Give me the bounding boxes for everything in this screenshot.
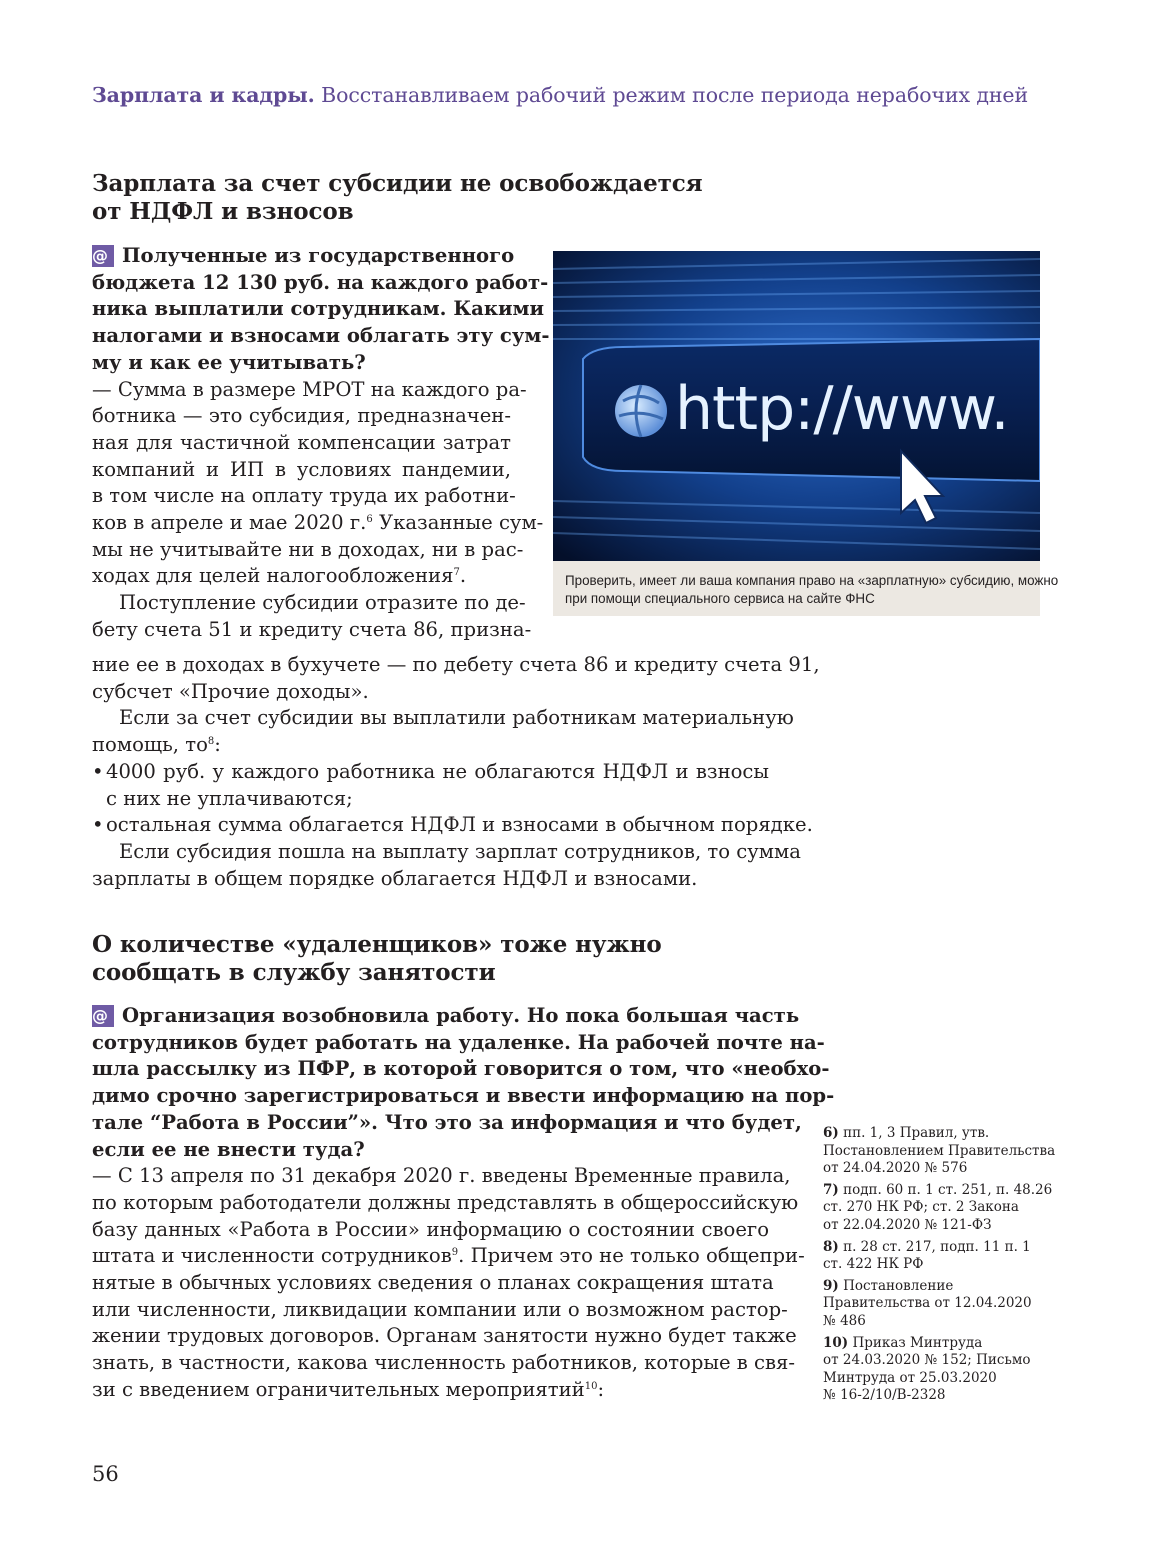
answer-line: ботника — это субсидия, предназначен- bbox=[92, 404, 511, 428]
answer-line bbox=[92, 510, 544, 537]
footnote-ref: 6 bbox=[366, 514, 373, 526]
question-line: ника выплатили сотрудникам. Какими bbox=[92, 297, 545, 321]
footnote-number: 7) bbox=[823, 1181, 839, 1198]
para-line: Если за счет субсидии вы выплатили работникам материальную bbox=[119, 706, 794, 730]
photo-svg bbox=[553, 251, 1040, 561]
para-line: зарплаты в общем порядке облагается НДФЛ и взносами. bbox=[92, 866, 698, 890]
para3-first-line bbox=[92, 705, 794, 732]
answer-line bbox=[92, 1243, 805, 1270]
footnote-text: Правительства от 12.04.2020 bbox=[823, 1295, 1032, 1312]
article1-narrow-column bbox=[92, 243, 550, 644]
answer-line: мы не учитывайте ни в доходах, ни в рас- bbox=[92, 537, 524, 561]
para-line: субсчет «Прочие доходы». bbox=[92, 679, 369, 703]
at-icon: @ bbox=[92, 1005, 114, 1027]
article1-wide-column bbox=[92, 652, 820, 892]
globe-icon bbox=[615, 385, 667, 437]
answer-text: . bbox=[459, 564, 467, 588]
article2-heading-line: О количестве «удаленщиков» тоже нужно bbox=[92, 931, 662, 958]
answer-line: жении трудовых договоров. Органам занятости нужно будет также bbox=[92, 1324, 797, 1348]
answer-line: базу данных «Работа в России» информацию о состоянии своего bbox=[92, 1217, 769, 1241]
footnote-number: 8) bbox=[823, 1238, 839, 1255]
photo-url-text: http://www. bbox=[675, 374, 1009, 444]
footnote bbox=[823, 1125, 1056, 1178]
question-line: сотрудников будет работать на удаленке. На рабочей почте на- bbox=[92, 1030, 825, 1054]
answer-text: : bbox=[597, 1377, 605, 1401]
footnote-text: от 22.04.2020 № 121-ФЗ bbox=[823, 1216, 992, 1233]
bullet-dot: • bbox=[92, 813, 104, 837]
para4-first-line bbox=[92, 839, 801, 866]
article2-answer bbox=[92, 1163, 805, 1403]
para-line bbox=[92, 732, 769, 759]
article2-question bbox=[92, 1003, 835, 1163]
question-line: шла рассылку из ПФР, в которой говорится о том, что «необхо- bbox=[92, 1057, 830, 1081]
question-line: тале “Работа в России”». Что это за информация и что будет, bbox=[92, 1110, 802, 1134]
footnote bbox=[823, 1335, 1043, 1405]
running-head bbox=[92, 83, 1028, 107]
answer-line: знать, в частности, какова численность работников, которые в свя- bbox=[92, 1351, 796, 1375]
article1-para2-narrow bbox=[92, 590, 526, 617]
answer-text: . Причем это не только общепри- bbox=[458, 1244, 805, 1268]
question-line bbox=[92, 243, 515, 270]
answer-line bbox=[92, 1377, 769, 1404]
footnote-text: подп. 60 п. 1 ст. 251, п. 48.26 bbox=[838, 1181, 1053, 1198]
question-line: димо срочно зарегистрироваться и ввести информацию на пор- bbox=[92, 1084, 835, 1108]
at-icon: @ bbox=[92, 245, 114, 267]
answer-text: ходах для целей налогообложения bbox=[92, 564, 454, 588]
footnote-ref: 9 bbox=[451, 1247, 459, 1259]
para-line: ние ее в доходах в бухучете — по дебету счета 86 и кредиту счета 91, bbox=[92, 653, 820, 676]
page-number: 56 bbox=[92, 1462, 119, 1486]
question-text: Организация возобновила работу. Но пока большая часть bbox=[122, 1004, 800, 1027]
article2-heading-line: сообщать в службу занятости bbox=[92, 959, 496, 986]
answer-line: или численности, ликвидации компании или о возможном растор- bbox=[92, 1297, 788, 1321]
para-line: Поступление субсидии отразите по де- bbox=[119, 591, 526, 615]
caption-line: при помощи специального сервиса на сайте ФНС bbox=[565, 591, 875, 606]
footnote-text: ст. 270 НК РФ; ст. 2 Закона bbox=[823, 1199, 1019, 1216]
answer-line: — Сумма в размере МРОТ на каждого ра- bbox=[92, 377, 527, 401]
footnote-number: 9) bbox=[823, 1277, 839, 1294]
bullet-line: с них не уплачиваются; bbox=[106, 786, 353, 810]
answer-text: штата и численности сотрудников bbox=[92, 1244, 452, 1268]
footnote-text: ст. 422 НК РФ bbox=[823, 1256, 924, 1273]
answer-line: ная для частичной компенсации затрат bbox=[92, 430, 511, 454]
question-line: му и как ее учитывать? bbox=[92, 350, 366, 374]
question-line bbox=[92, 1003, 800, 1030]
footnote-text: пп. 1, 3 Правил, утв. bbox=[838, 1125, 990, 1141]
article2-column bbox=[92, 1003, 835, 1404]
bullet-text: остальная сумма облагается НДФЛ и взносами в обычном порядке. bbox=[106, 813, 813, 837]
browser-url-photo bbox=[553, 251, 1040, 561]
running-head-section: Зарплата и кадры. bbox=[92, 83, 315, 107]
para-line: Если субсидия пошла на выплату зарплат сотрудников, то сумма bbox=[119, 839, 801, 863]
footnote-text: № 486 bbox=[823, 1312, 866, 1329]
para-line: бету счета 51 и кредиту счета 86, призна- bbox=[92, 617, 532, 641]
article1-heading bbox=[92, 170, 703, 226]
question-line: если ее не внести туда? bbox=[92, 1137, 365, 1161]
article1-question bbox=[92, 243, 550, 377]
bullet-line bbox=[92, 759, 769, 786]
footnote-text: от 24.04.2020 № 576 bbox=[823, 1160, 968, 1177]
footnote-number: 10) bbox=[823, 1334, 849, 1351]
running-head-title: Восстанавливаем рабочий режим после периода нерабочих дней bbox=[321, 83, 1029, 107]
footnote bbox=[823, 1181, 1053, 1235]
bullet-dot: • bbox=[92, 759, 104, 783]
answer-line bbox=[92, 563, 511, 590]
footnote-text: Приказ Минтруда bbox=[848, 1334, 983, 1351]
footnote-text: Постановлением Правительства bbox=[823, 1142, 1056, 1159]
bullet-item bbox=[92, 759, 769, 812]
question-line: бюджета 12 130 руб. на каждого работ- bbox=[92, 270, 549, 294]
photo-caption bbox=[553, 561, 1059, 616]
answer-line: компаний и ИП в условиях пандемии, bbox=[92, 457, 511, 481]
footnote-ref: 10 bbox=[584, 1380, 598, 1392]
bullet-line bbox=[92, 812, 813, 839]
para-text: : bbox=[214, 733, 221, 757]
answer-line: по которым работодатели должны представлять в общероссийскую bbox=[92, 1190, 799, 1214]
article1-heading-line: от НДФЛ и взносов bbox=[92, 198, 354, 225]
footnote-ref: 7 bbox=[453, 567, 460, 579]
answer-line: нятые в обычных условиях сведения о планах сокращения штата bbox=[92, 1271, 774, 1295]
footnote-text: Постановление bbox=[838, 1277, 954, 1294]
bullet-text: 4000 руб. у каждого работника не облагаются НДФЛ и взносы bbox=[106, 759, 769, 783]
footnote-text: п. 28 ст. 217, подп. 11 п. 1 bbox=[838, 1238, 1031, 1255]
answer-line: — С 13 апреля по 31 декабря 2020 г. введены Временные правила, bbox=[92, 1164, 791, 1188]
question-text: Полученные из государственного bbox=[122, 244, 515, 267]
footnote-ref: 8 bbox=[207, 736, 215, 748]
caption-line: Проверить, имеет ли ваша компания право на «зарплатную» субсидию, можно bbox=[565, 573, 1059, 588]
footnote bbox=[823, 1239, 1043, 1274]
answer-line: в том числе на оплату труда их работни- bbox=[92, 484, 516, 508]
footnote-text: Минтруда от 25.03.2020 bbox=[823, 1369, 997, 1386]
article2-heading bbox=[92, 931, 662, 987]
article1-answer bbox=[92, 377, 544, 591]
article1-heading-line: Зарплата за счет субсидии не освобождается bbox=[92, 170, 703, 197]
footnote-text: № 16-2/10/В-2328 bbox=[823, 1387, 946, 1404]
footnotes bbox=[823, 1125, 1056, 1409]
footnote-text: от 24.03.2020 № 152; Письмо bbox=[823, 1352, 1031, 1369]
answer-text: зи с введением ограничительных мероприятий bbox=[92, 1377, 585, 1401]
question-line: налогами и взносами облагать эту сум- bbox=[92, 324, 550, 348]
answer-text: Указанные сум- bbox=[372, 511, 544, 535]
para-text: помощь, то bbox=[92, 733, 208, 757]
footnote-number: 6) bbox=[823, 1125, 839, 1141]
bullet-item bbox=[92, 812, 813, 839]
answer-text: ков в апреле и мае 2020 г. bbox=[92, 511, 367, 535]
footnote bbox=[823, 1278, 1043, 1331]
